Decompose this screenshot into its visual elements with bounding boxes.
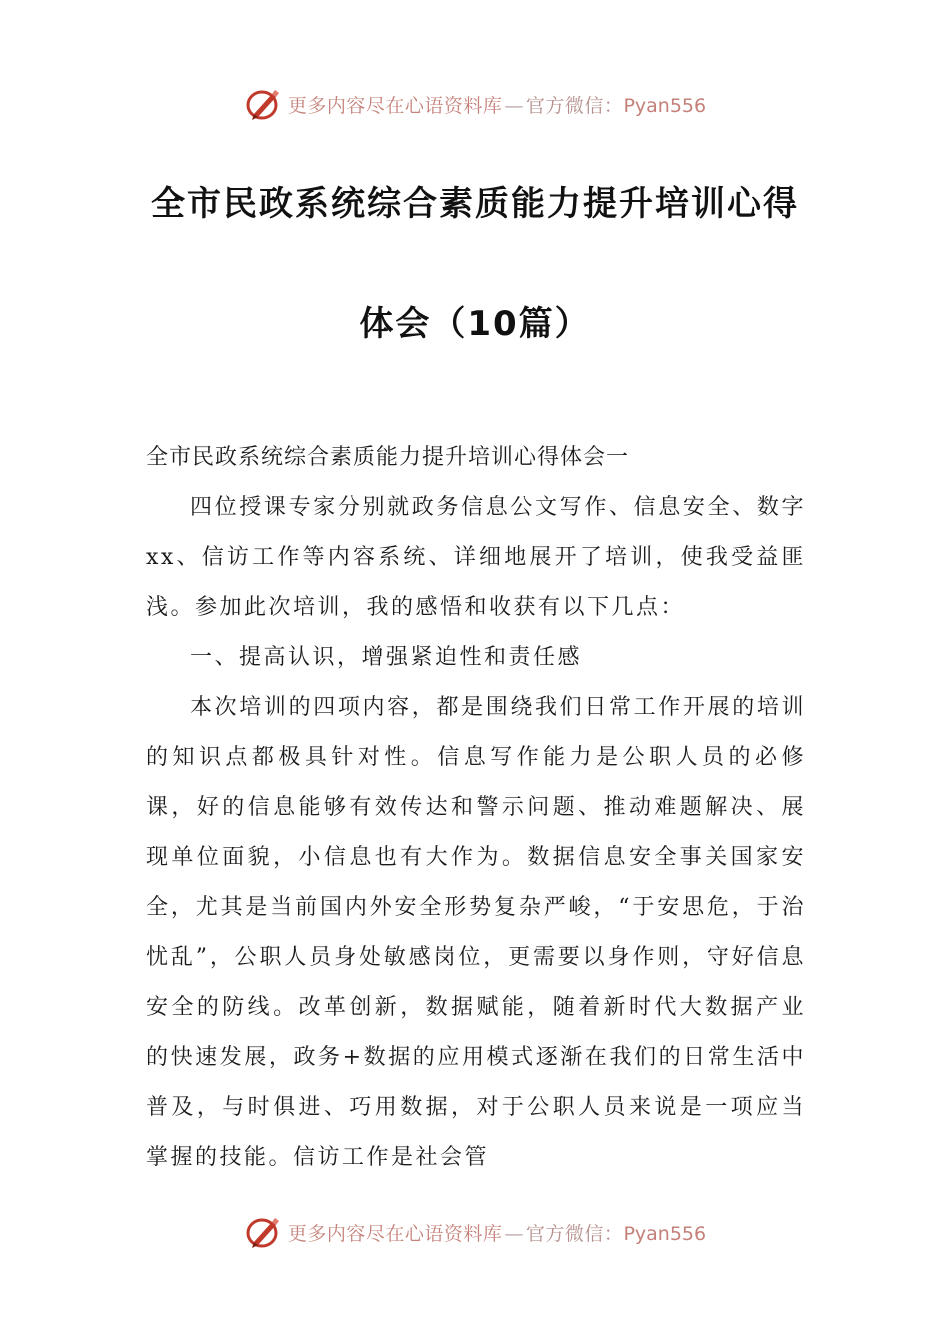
paragraph-content: 本次培训的四项内容，都是围绕我们日常工作开展的培训的知识点都极具针对性。信息写作能力是公职人员的必修课，好的信息能够有效传达和警示问题、推动难题解决、展现单位面貌，小信息也有大作为。数据信息安全事关国家安全，尤其是当前国内外安全形势复杂严峻，“于安思危，于治忧乱”，公职人员身处敏感岗位，更需要以身作则，守好信息安全的防线。改革创新，数据赋能，随着新时代大数据产业的快速发展，政务+数据的应用模式逐渐在我们的日常生活中普及，与时俱进、巧用数据，对于公职人员来说是一项应当掌握的技能。信访工作是社会管 xyxy=(146,695,806,1170)
watermark-text xyxy=(288,1219,706,1246)
pen-circle-logo-icon xyxy=(244,1212,284,1252)
document-title-line-2: 体会（10篇） xyxy=(359,304,591,344)
watermark-wechat-label: 官方微信： xyxy=(525,94,624,117)
watermark-wechat-label: 官方微信： xyxy=(525,1222,624,1245)
section-heading: 全市民政系统综合素质能力提升培训心得体会一 xyxy=(146,445,630,470)
paragraph-intro: 四位授课专家分别就政务信息公文写作、信息安全、数字xx、信访工作等内容系统、详细地展开了培训，使我受益匪浅。参加此次培训，我的感悟和收获有以下几点： xyxy=(146,495,806,620)
header-watermark-banner xyxy=(0,84,950,124)
watermark-wechat-id: Pyan556 xyxy=(623,1222,707,1245)
watermark-text xyxy=(288,91,706,118)
pen-circle-logo-icon xyxy=(244,84,284,124)
document-body xyxy=(146,433,806,1183)
document-title-line-1: 全市民政系统综合素质能力提升培训心得 xyxy=(151,184,799,224)
subheading-one: 一、提高认识，增强紧迫性和责任感 xyxy=(190,645,583,670)
watermark-wechat-id: Pyan556 xyxy=(623,94,707,117)
watermark-brand: 更多内容尽在心语资料库 xyxy=(287,94,503,117)
watermark-dash: — xyxy=(504,1222,524,1245)
watermark-brand: 更多内容尽在心语资料库 xyxy=(287,1222,503,1245)
footer-watermark-banner xyxy=(0,1212,950,1252)
watermark-dash: — xyxy=(504,94,524,117)
